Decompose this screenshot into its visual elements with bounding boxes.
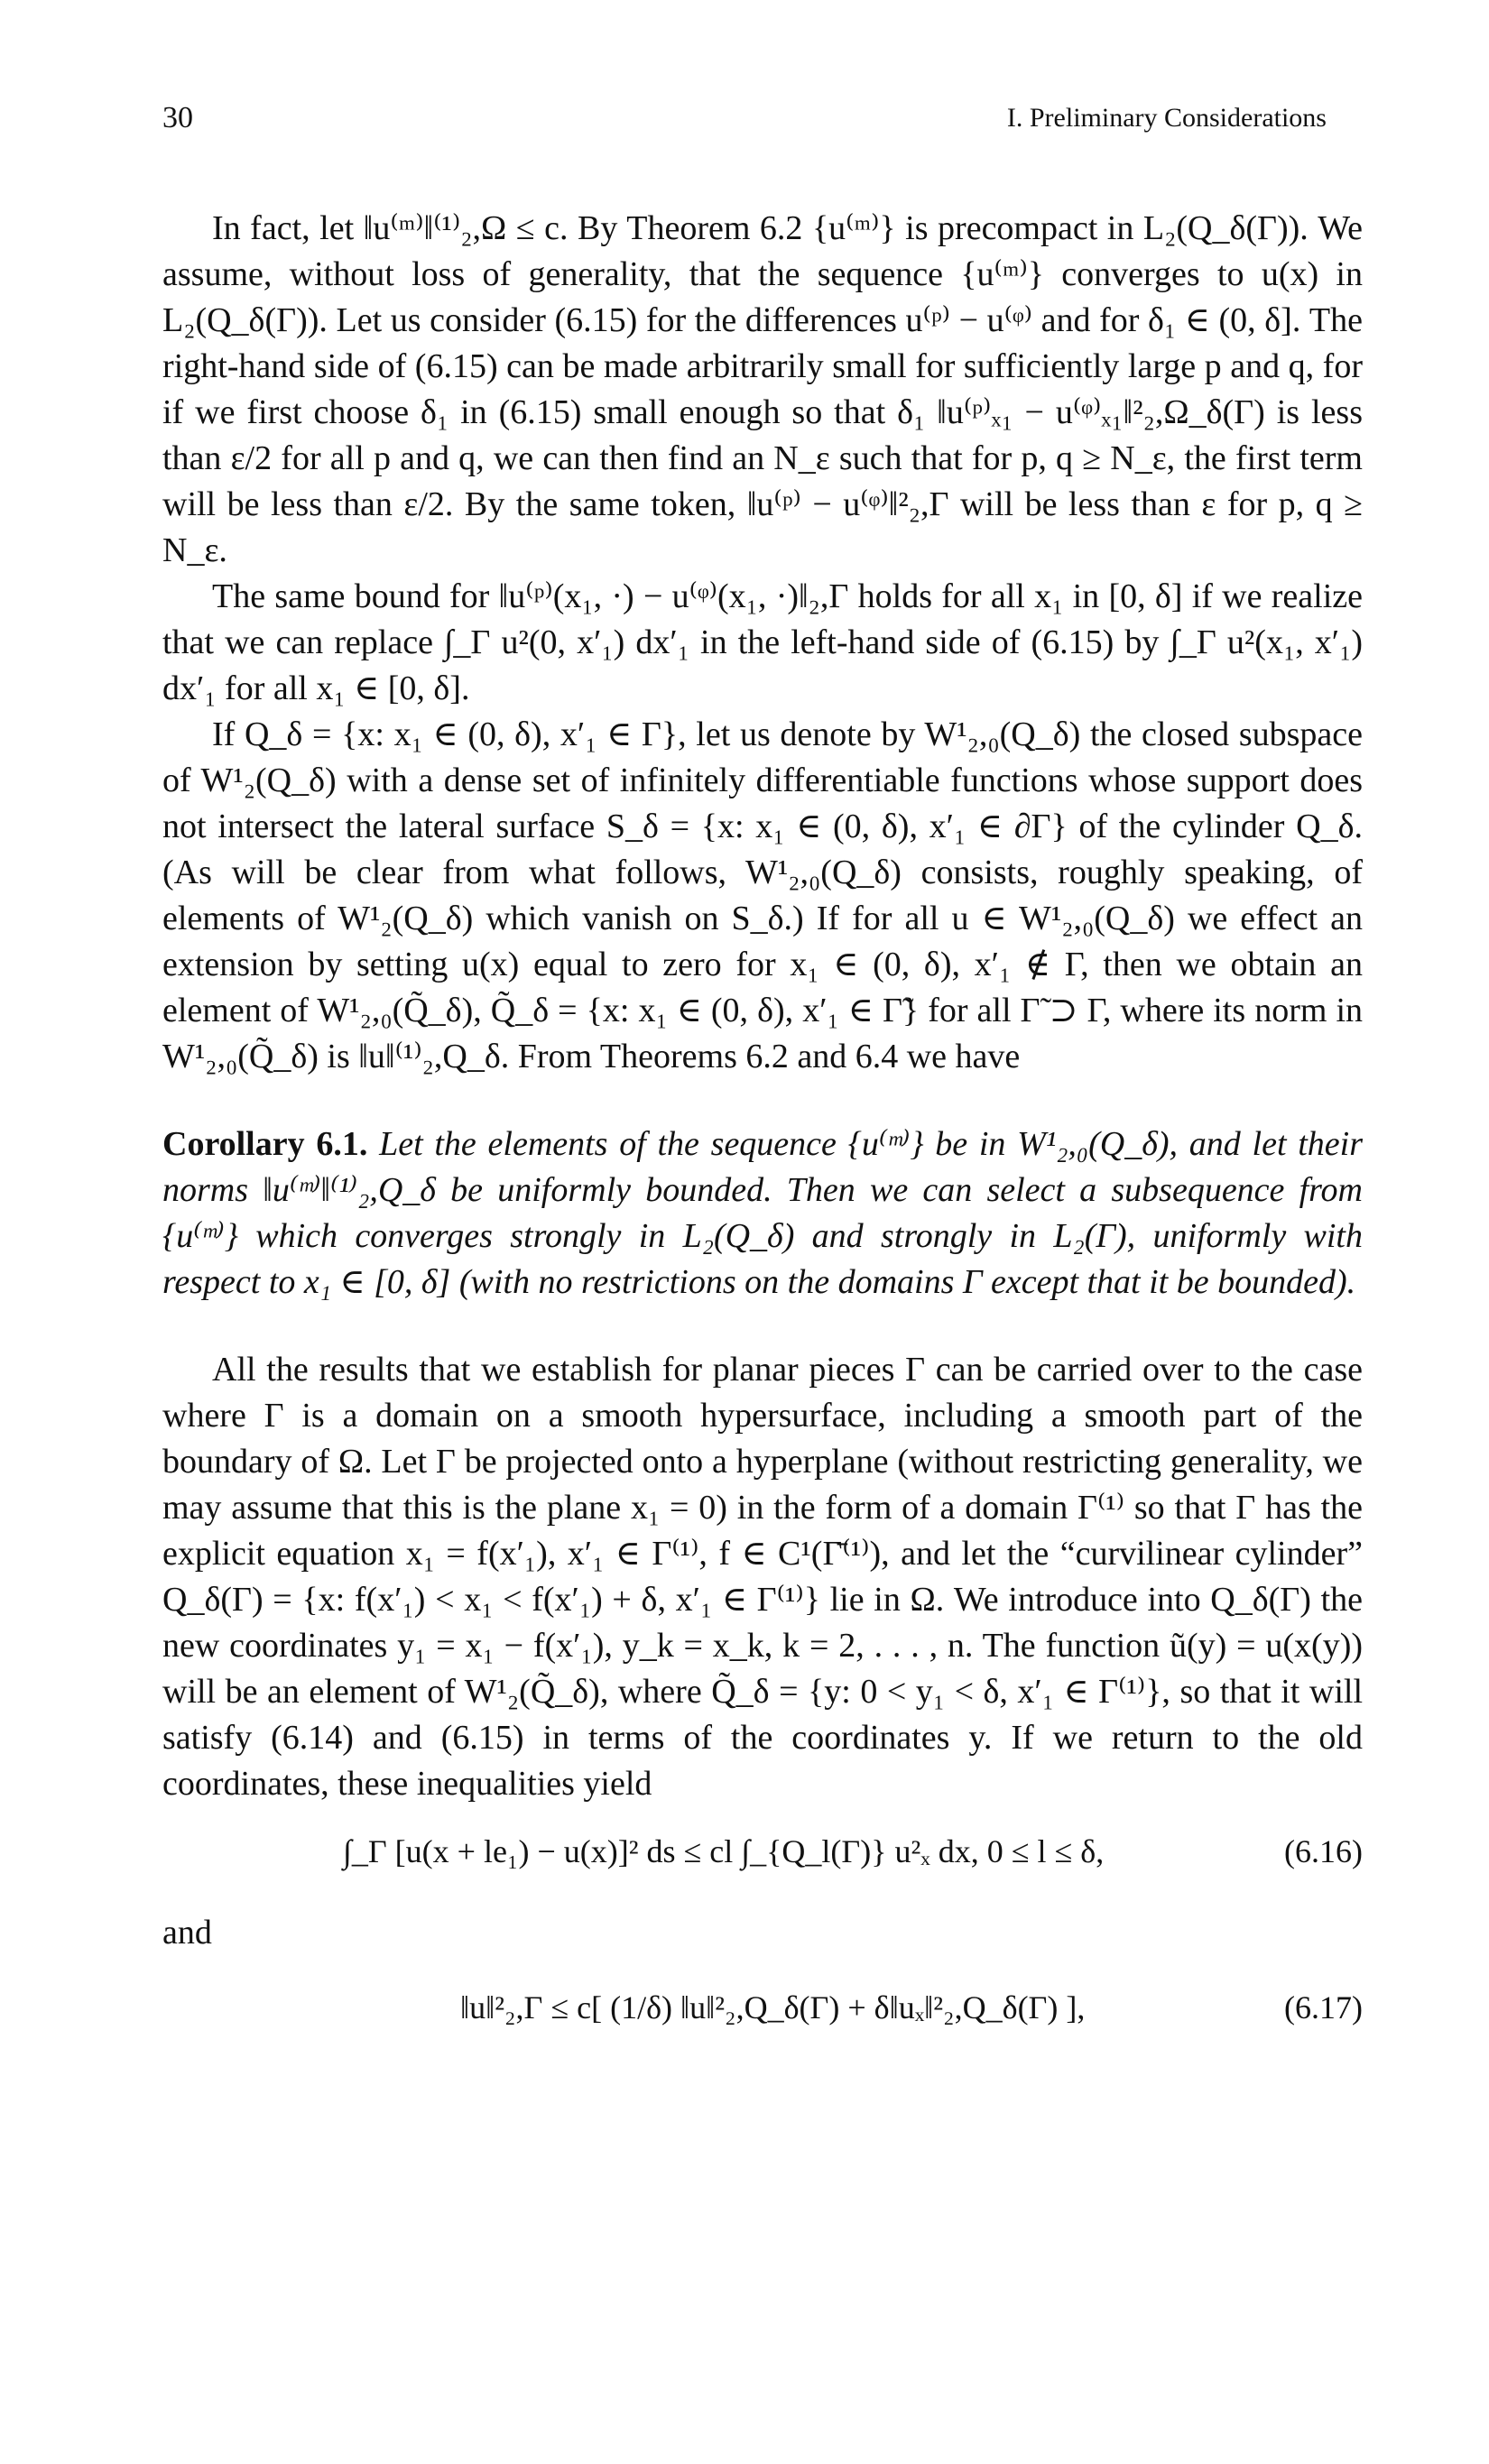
- paragraph-1: In fact, let ‖u⁽ᵐ⁾‖⁽¹⁾₂,Ω ≤ c. By Theorem 6.2 {u⁽ᵐ⁾} is precompact in L₂(Q_δ(Γ)). We assume, without loss of generality, that the sequence {u⁽ᵐ⁾} converges to u(x) in L₂(Q_δ(Γ)). Let us consider (6.15) for the differences u⁽ᵖ⁾ − u⁽ᵠ⁾ and for δ₁ ∈ (0, δ]. The right-hand side of (6.15) can be made arbitrarily small for sufficiently large p and q, for if we first choose δ₁ in (6.15) small enough so that δ₁ ‖u⁽ᵖ⁾ₓ₁ − u⁽ᵠ⁾ₓ₁‖²₂,Ω_δ(Γ) is less than ε/2 for all p and q, we can then find an N_ε such that for p, q ≥ N_ε, the first term will be less than ε/2. By the same token, ‖u⁽ᵖ⁾ − u⁽ᵠ⁾‖²₂,Γ will be less than ε for p, q ≥ N_ε.: [162, 209, 1363, 569]
- equation-6-16: [162, 1807, 1363, 1897]
- running-title: I. Preliminary Considerations: [1006, 103, 1327, 133]
- paragraph-3: If Q_δ = {x: x₁ ∈ (0, δ), x′₁ ∈ Γ}, let us denote by W¹₂,₀(Q_δ) the closed subspace of W¹₂(Q_δ) with a dense set of infinitely differentiable functions whose support does not intersect the lateral surface S_δ = {x: x₁ ∈ (0, δ), x′₁ ∈ ∂Γ} of the cylinder Q_δ. (As will be clear from what follows, W¹₂,₀(Q_δ) consists, roughly speaking, of elements of W¹₂(Q_δ) which vanish on S_δ.) If for all u ∈ W¹₂,₀(Q_δ) we effect an extension by setting u(x) equal to zero for x₁ ∈ (0, δ), x′₁ ∉ Γ, then we obtain an element of W¹₂,₀(Q̃_δ), Q̃_δ = {x: x₁ ∈ (0, δ), x′₁ ∈ Γ̃} for all Γ̃ ⊃ Γ, where its norm in W¹₂,₀(Q̃_δ) is ‖u‖⁽¹⁾₂,Q_δ. From Theorems 6.2 and 6.4 we have: [162, 715, 1363, 1075]
- page-header: [162, 101, 1327, 146]
- corollary-label: Corollary 6.1.: [162, 1125, 368, 1163]
- spacer: [162, 1080, 1363, 1121]
- equation-6-16-body: ∫_Γ [u(x + le₁) − u(x)]² ds ≤ cl ∫_{Q_l(Γ)} u²ₓ dx, 0 ≤ l ≤ δ,: [343, 1833, 1105, 1869]
- paragraph-2: The same bound for ‖u⁽ᵖ⁾(x₁, ·) − u⁽ᵠ⁾(x₁, ·)‖₂,Γ holds for all x₁ in [0, δ] if we realize that we can replace ∫_Γ u²(0, x′₁) dx′₁ in the left-hand side of (6.15) by ∫_Γ u²(x₁, x′₁) dx′₁ for all x₁ ∈ [0, δ].: [162, 577, 1363, 707]
- equation-6-17-number: (6.17): [1284, 1989, 1363, 2026]
- equation-6-17: [162, 1956, 1363, 2057]
- equation-6-16-number: (6.16): [1284, 1833, 1363, 1869]
- paragraph-4: All the results that we establish for planar pieces Γ can be carried over to the case where Γ is a domain on a smooth hypersurface, including a smooth part of the boundary of Ω. Let Γ be projected onto a hyperplane (without restricting generality, we may assume that this is the plane x₁ = 0) in the form of a domain Γ⁽¹⁾ so that Γ has the explicit equation x₁ = f(x′₁), x′₁ ∈ Γ⁽¹⁾, f ∈ C¹(Γ̄⁽¹⁾), and let the “curvilinear cylinder” Q_δ(Γ) = {x: f(x′₁) < x₁ < f(x′₁) + δ, x′₁ ∈ Γ⁽¹⁾} lie in Ω. We introduce into Q_δ(Γ) the new coordinates y₁ = x₁ − f(x′₁), y_k = x_k, k = 2, . . . , n. The function ũ(y) = u(x(y)) will be an element of W¹₂(Q̃_δ), where Q̃_δ = {y: 0 < y₁ < δ, x′₁ ∈ Γ⁽¹⁾}, so that it will satisfy (6.14) and (6.15) in terms of the coordinates y. If we return to the old coordinates, these inequalities yield: [162, 1351, 1363, 1803]
- corollary-text: Let the elements of the sequence {u⁽ᵐ⁾} be in W¹₂,₀(Q_δ), and let their norms ‖u⁽ᵐ⁾‖⁽¹⁾₂,Q_δ be uniformly bounded. Then we can select a subsequence from {u⁽ᵐ⁾} which converges strongly in L₂(Q_δ) and strongly in L₂(Γ), uniformly with respect to x₁ ∈ [0, δ] (with no restrictions on the domains Γ except that it be bounded).: [162, 1125, 1364, 1301]
- equation-6-17-body: ‖u‖²₂,Γ ≤ c[ (1/δ) ‖u‖²₂,Q_δ(Γ) + δ‖uₓ‖²₂,Q_δ(Γ) ],: [460, 1989, 1086, 2026]
- page-number: 30: [162, 101, 193, 134]
- spacer: [162, 1306, 1363, 1347]
- connective-and: and: [162, 1914, 212, 1952]
- page-body: [162, 206, 1363, 2057]
- corollary-6-1: [162, 1121, 1363, 1306]
